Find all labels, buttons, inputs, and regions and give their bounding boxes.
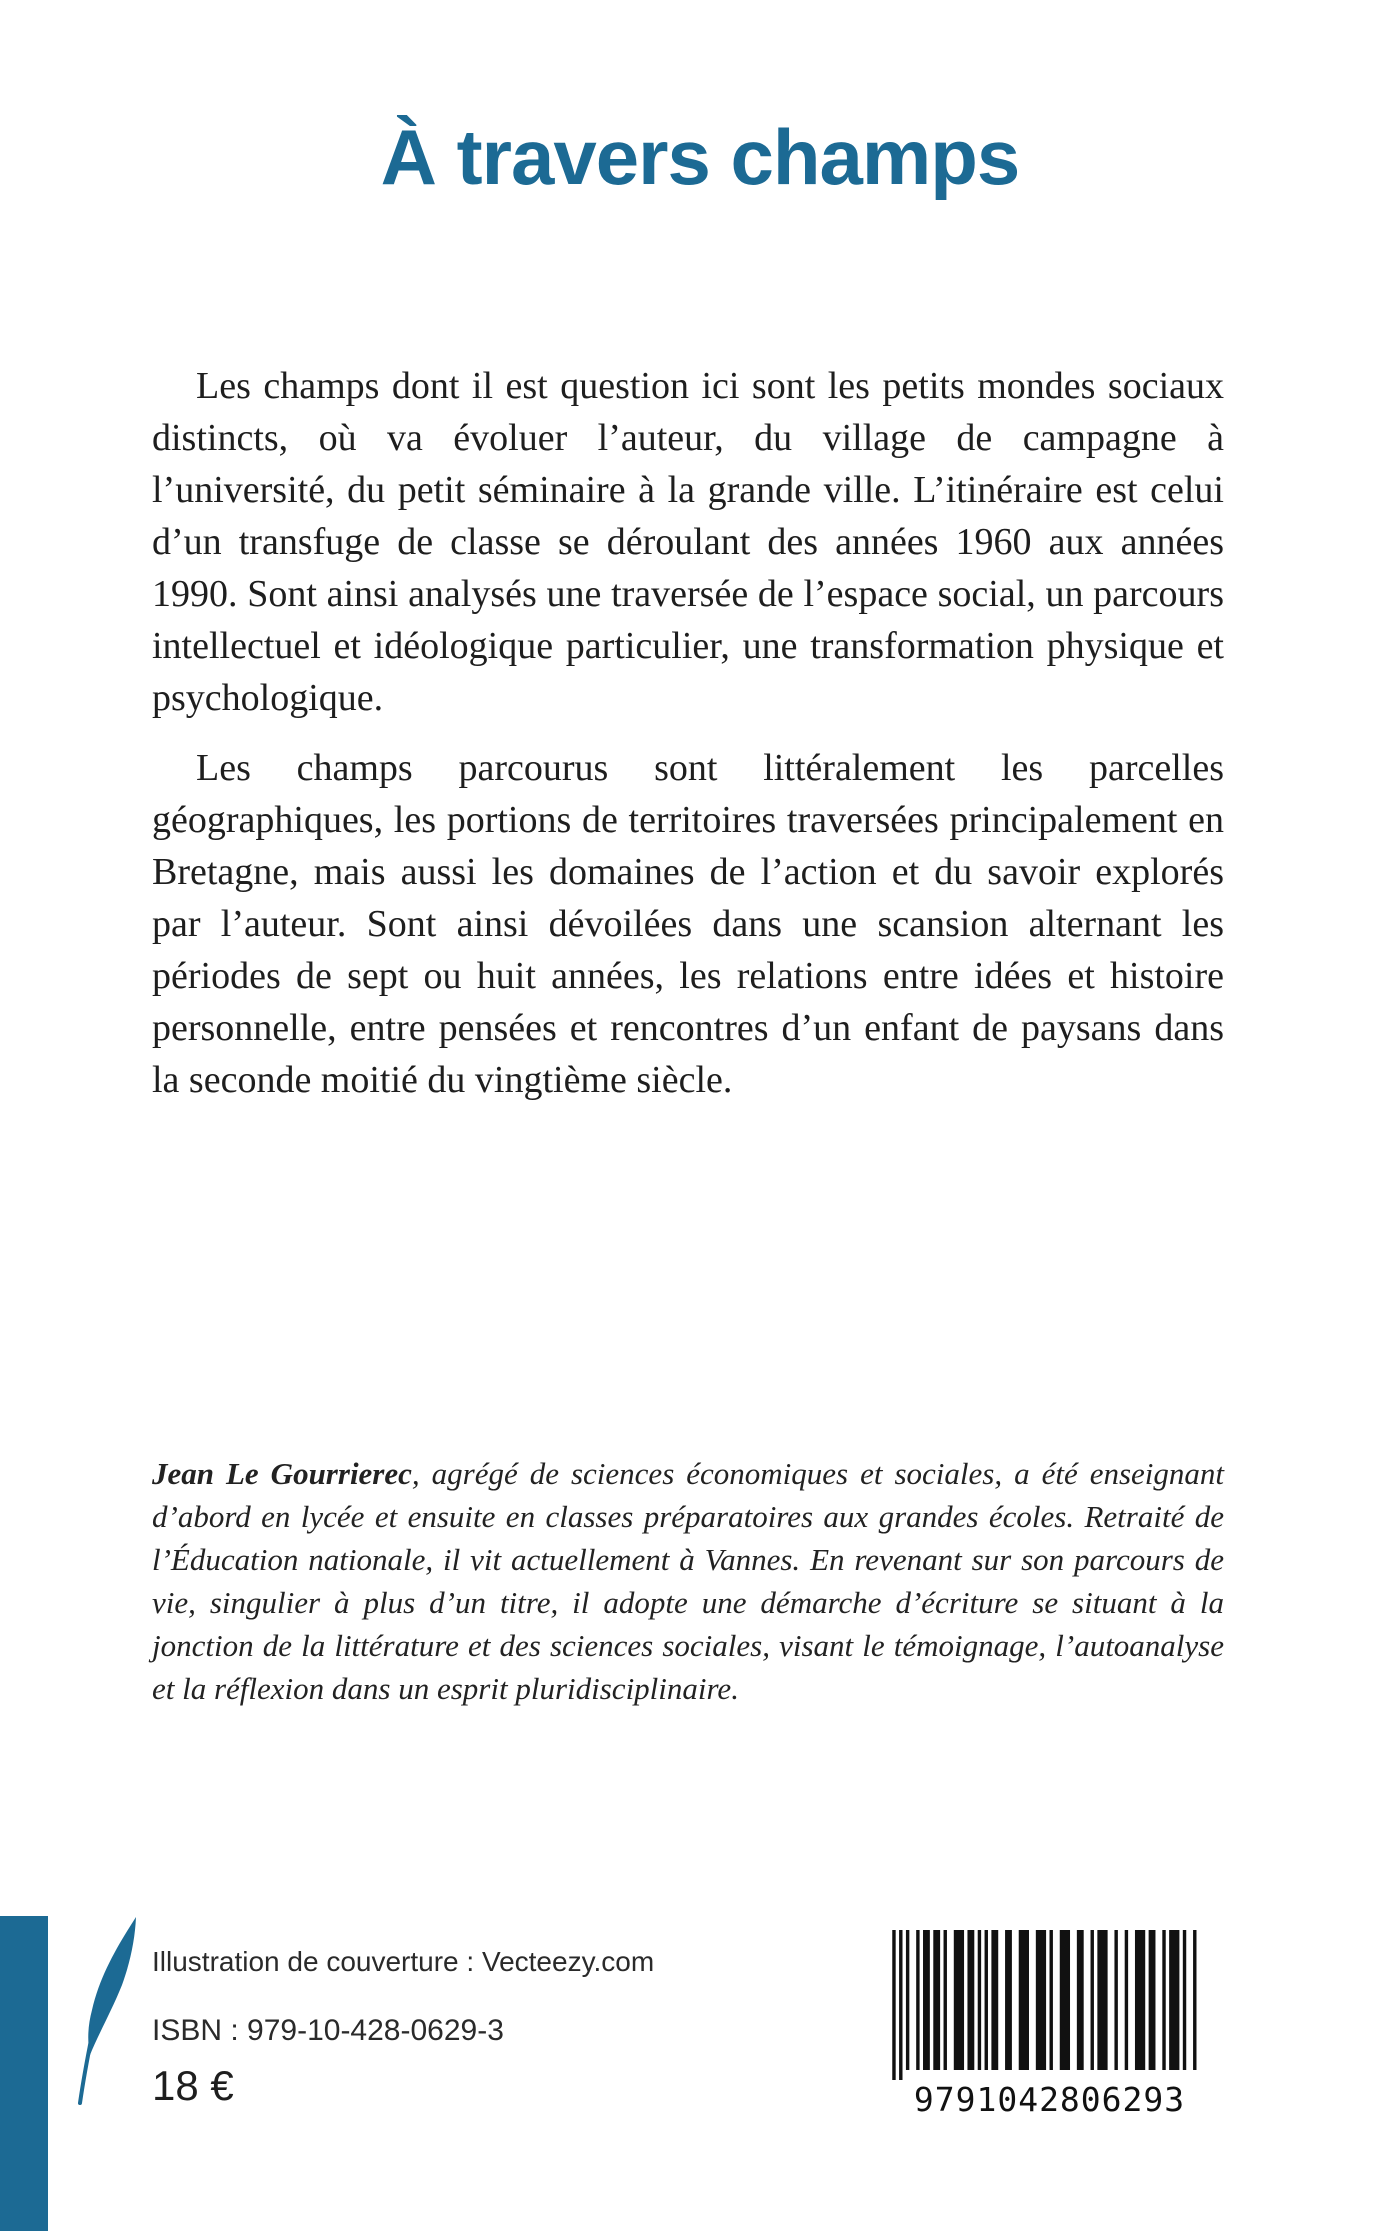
isbn-number: ISBN : 979-10-428-0629-3	[152, 2014, 504, 2047]
author-bio	[152, 1452, 1224, 1710]
author-name: Jean Le Gourrierec	[152, 1456, 412, 1491]
accent-side-bar	[0, 1916, 48, 2231]
barcode-icon	[882, 1930, 1217, 2080]
barcode-bar	[906, 1930, 909, 2070]
barcode	[882, 1930, 1217, 2120]
barcode-bar	[1169, 1930, 1179, 2070]
barcode-guard-bar	[899, 1930, 902, 2080]
barcode-bar	[933, 1930, 940, 2070]
barcode-bar	[967, 1930, 974, 2070]
barcode-bar	[1091, 1930, 1094, 2070]
barcode-bar	[944, 1930, 947, 2070]
barcode-guard-bar	[892, 1930, 895, 2080]
blurb-paragraph-1: Les champs dont il est question ici sont les petits mondes sociaux distincts, où va évoluer l’auteur, du village de campagne à l’université, du petit séminaire à la grande ville. L’itinéraire est celui d’un transfuge de classe se déroulant des années 1960 aux années 1990. Sont ainsi analysés une traversée de l’espace social, un parcours intellectuel et idéologique particulier, une transformation physique et psychologique.	[152, 365, 1224, 719]
barcode-bar	[1005, 1930, 1012, 2070]
blurb-paragraph-2: Les champs parcourus sont littéralement les parcelles géographiques, les portions de territoires traversées principalement en Bretagne, mais aussi les domaines de l’action et du savoir explorés par l’auteur. Sont ainsi dévoilées dans une scansion alternant les périodes de sept ou huit années, les relations entre idées et histoire personnelle, entre pensées et rencontres d’un enfant de paysans dans la seconde moitié du vingtième siècle.	[152, 747, 1224, 1101]
barcode-bar	[1036, 1930, 1046, 2070]
barcode-bar	[1183, 1930, 1186, 2070]
barcode-bar	[1125, 1930, 1128, 2070]
barcode-bar	[1162, 1930, 1165, 2070]
barcode-bar	[1097, 1930, 1107, 2070]
barcode-bar	[1149, 1930, 1156, 2070]
barcode-bar	[978, 1930, 981, 2070]
barcode-bar	[1050, 1930, 1053, 2070]
feather-icon	[78, 1915, 138, 2105]
barcode-bar	[1060, 1930, 1070, 2070]
barcode-bar	[985, 1930, 988, 2070]
illustration-credit: Illustration de couverture : Vecteezy.com	[152, 1946, 655, 1977]
barcode-digits: 9791042806293	[913, 2080, 1186, 2119]
barcode-bar	[1135, 1930, 1145, 2070]
barcode-bar	[923, 1930, 930, 2070]
barcode-bar	[991, 1930, 998, 2070]
barcode-bar	[1077, 1930, 1084, 2070]
barcode-bar	[1019, 1930, 1029, 2070]
back-cover-blurb	[152, 360, 1224, 1124]
book-title: À travers champs	[380, 113, 1020, 201]
price-label: 18 €	[152, 2062, 234, 2109]
barcode-bar	[1193, 1930, 1196, 2070]
barcode-bar	[954, 1930, 964, 2070]
barcode-bar	[916, 1930, 919, 2070]
barcode-bar	[1114, 1930, 1117, 2070]
author-bio-text: , agrégé de sciences économiques et sociales, a été enseignant d’abord en lycée et ensuite en classes préparatoires aux grandes écoles. Retraité de l’Éducation nationale, il vit actuellement à Vannes. En revenant sur son parcours de vie, singulier à plus d’un titre, il adopte une démarche d’écriture se situant à la jonction de la littérature et des sciences sociales, visant le témoignage, l’autoanalyse et la réflexion dans un esprit pluridisciplinaire.	[152, 1456, 1225, 1706]
